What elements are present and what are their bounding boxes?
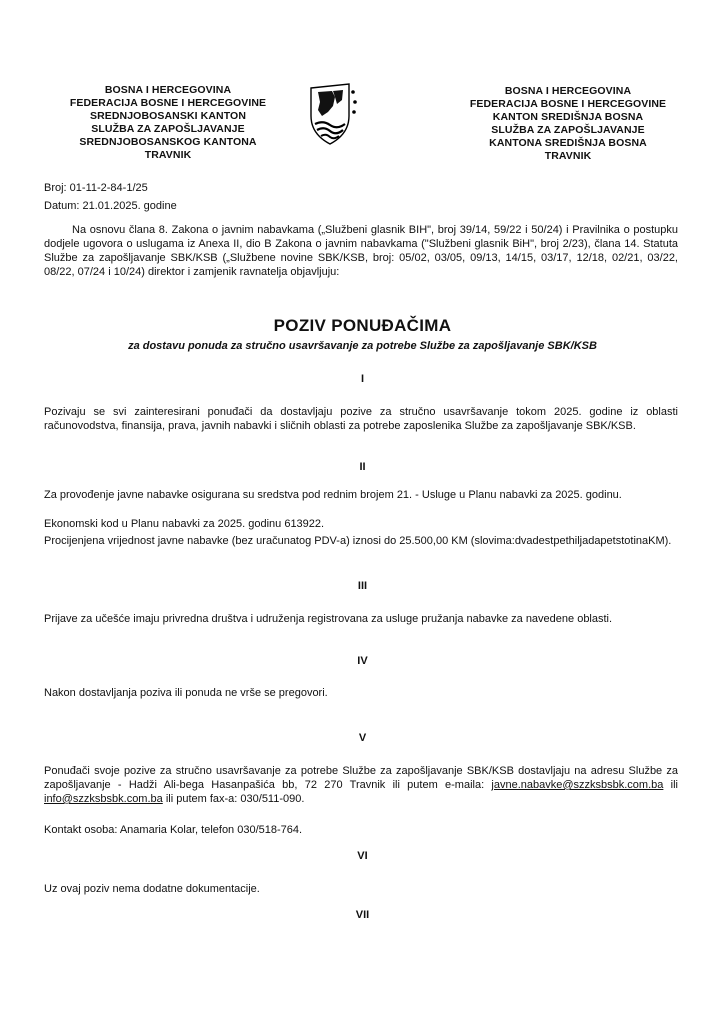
- header-right: [448, 85, 688, 163]
- email-link-javne-nabavke[interactable]: javne.nabavke@szzksbsbk.com.ba: [491, 779, 664, 791]
- section-heading-vi: VI: [357, 850, 368, 862]
- section-i-text: Pozivaju se svi zainteresirani ponuđači da dostavljaju pozive za stručno usavršavanje tokom 2025. godine iz oblasti računovodstva, finansija, prava, javnih nabavki i sličnih oblasti za potrebe zaposlenika Službe za zapošljavanje SBK/KSB.: [44, 406, 678, 432]
- intro-paragraph: Na osnovu člana 8. Zakona o javnim nabavkama („Službeni glasnik BIH", broj 39/14, 59/22 i 50/24) i Pravilnika o postupku dodjele ugovora o uslugama iz Anexa II, dio B Zakona o javnim nabavkama ("Službeni glasnik BiH", broj 2/23), člana 14. Statuta Službe za zapošljavanje SBK/KSB („Službene novine SBK/KSB, broj: 05/02, 03/05, 09/13, 14/15, 03/17, 12/18, 02/21, 03/22, 08/22, 07/24 i 10/24) direktor i zamjenik ravnatelja objavljuju:: [44, 224, 678, 278]
- email-link-info[interactable]: info@szzksbsbk.com.ba: [44, 793, 163, 805]
- header-left-line: SREDNJOBOSANSKI KANTON: [89, 110, 247, 122]
- section-ii-text: Za provođenje javne nabavke osigurana su sredstva pod rednim brojem 21. - Usluge u Planu nabavki za 2025. godinu.: [44, 489, 622, 501]
- section-vi-text: Uz ovaj poziv nema dodatne dokumentacije.: [44, 883, 260, 895]
- section-heading-iv: IV: [357, 655, 368, 667]
- header-left-line: TRAVNIK: [144, 149, 192, 161]
- section-v-text-before: Ponuđači svoje pozive za stručno usavršavanje za potrebe Službe za zapošljavanje SBK/KSB dostavljaju na adresu Službe za zapošljavanje - Hadži Ali-bega Hasanpašića bb, 72 270 Travnik ili putem e-maila:: [44, 765, 678, 791]
- contact-person: Kontakt osoba: Anamaria Kolar, telefon 030/518-764.: [44, 824, 303, 836]
- header-left: [52, 84, 284, 162]
- section-heading-v: V: [358, 732, 367, 744]
- section-iv-text: Nakon dostavljanja poziva ili ponuda ne vrše se pregovori.: [44, 687, 328, 699]
- section-v-text-after: ili putem fax-a: 030/511-090.: [162, 793, 305, 805]
- header-right-line: KANTON SREDIŠNJA BOSNA: [492, 111, 644, 123]
- section-heading-i: I: [360, 373, 365, 385]
- header-right-line: BOSNA I HERCEGOVINA: [504, 85, 632, 97]
- page-title: POZIV PONUĐAČIMA: [273, 316, 452, 335]
- section-heading-iii: III: [357, 580, 368, 592]
- header-right-line: KANTONA SREDIŠNJA BOSNA: [489, 137, 647, 149]
- header-right-line: FEDERACIJA BOSNE I HERCEGOVINE: [469, 98, 667, 110]
- section-iii-text: Prijave za učešće imaju privredna društva i udruženja registrovana za usluge pružanja nabavke za navedene oblasti.: [44, 613, 613, 625]
- document-date: Datum: 21.01.2025. godine: [44, 200, 177, 212]
- economic-code: Ekonomski kod u Planu nabavki za 2025. godinu 613922.: [44, 518, 325, 530]
- header-left-line: FEDERACIJA BOSNE I HERCEGOVINE: [69, 97, 267, 109]
- header-left-line: SLUŽBA ZA ZAPOŠLJAVANJE: [91, 123, 245, 135]
- header-right-line: SLUŽBA ZA ZAPOŠLJAVANJE: [491, 124, 645, 136]
- coat-of-arms-logo: [309, 80, 359, 148]
- estimated-value: Procijenjena vrijednost javne nabavke (bez uračunatog PDV-a) iznosi do 25.500,00 KM (slovima:dvadestpethiljadapetstotinaKM).: [44, 535, 672, 547]
- section-heading-vii: VII: [355, 909, 370, 921]
- header-left-line: SREDNJOBOSANSKOG KANTONA: [79, 136, 257, 148]
- section-v-text: [44, 764, 678, 806]
- header-right-line: TRAVNIK: [544, 150, 592, 162]
- header-left-line: BOSNA I HERCEGOVINA: [104, 84, 232, 96]
- section-heading-ii: II: [359, 461, 366, 473]
- page-subtitle: za dostavu ponuda za stručno usavršavanje za potrebe Službe za zapošljavanje SBK/KSB: [128, 340, 597, 352]
- section-v-text-middle: ili: [663, 779, 678, 791]
- document-number: Broj: 01-11-2-84-1/25: [44, 182, 148, 194]
